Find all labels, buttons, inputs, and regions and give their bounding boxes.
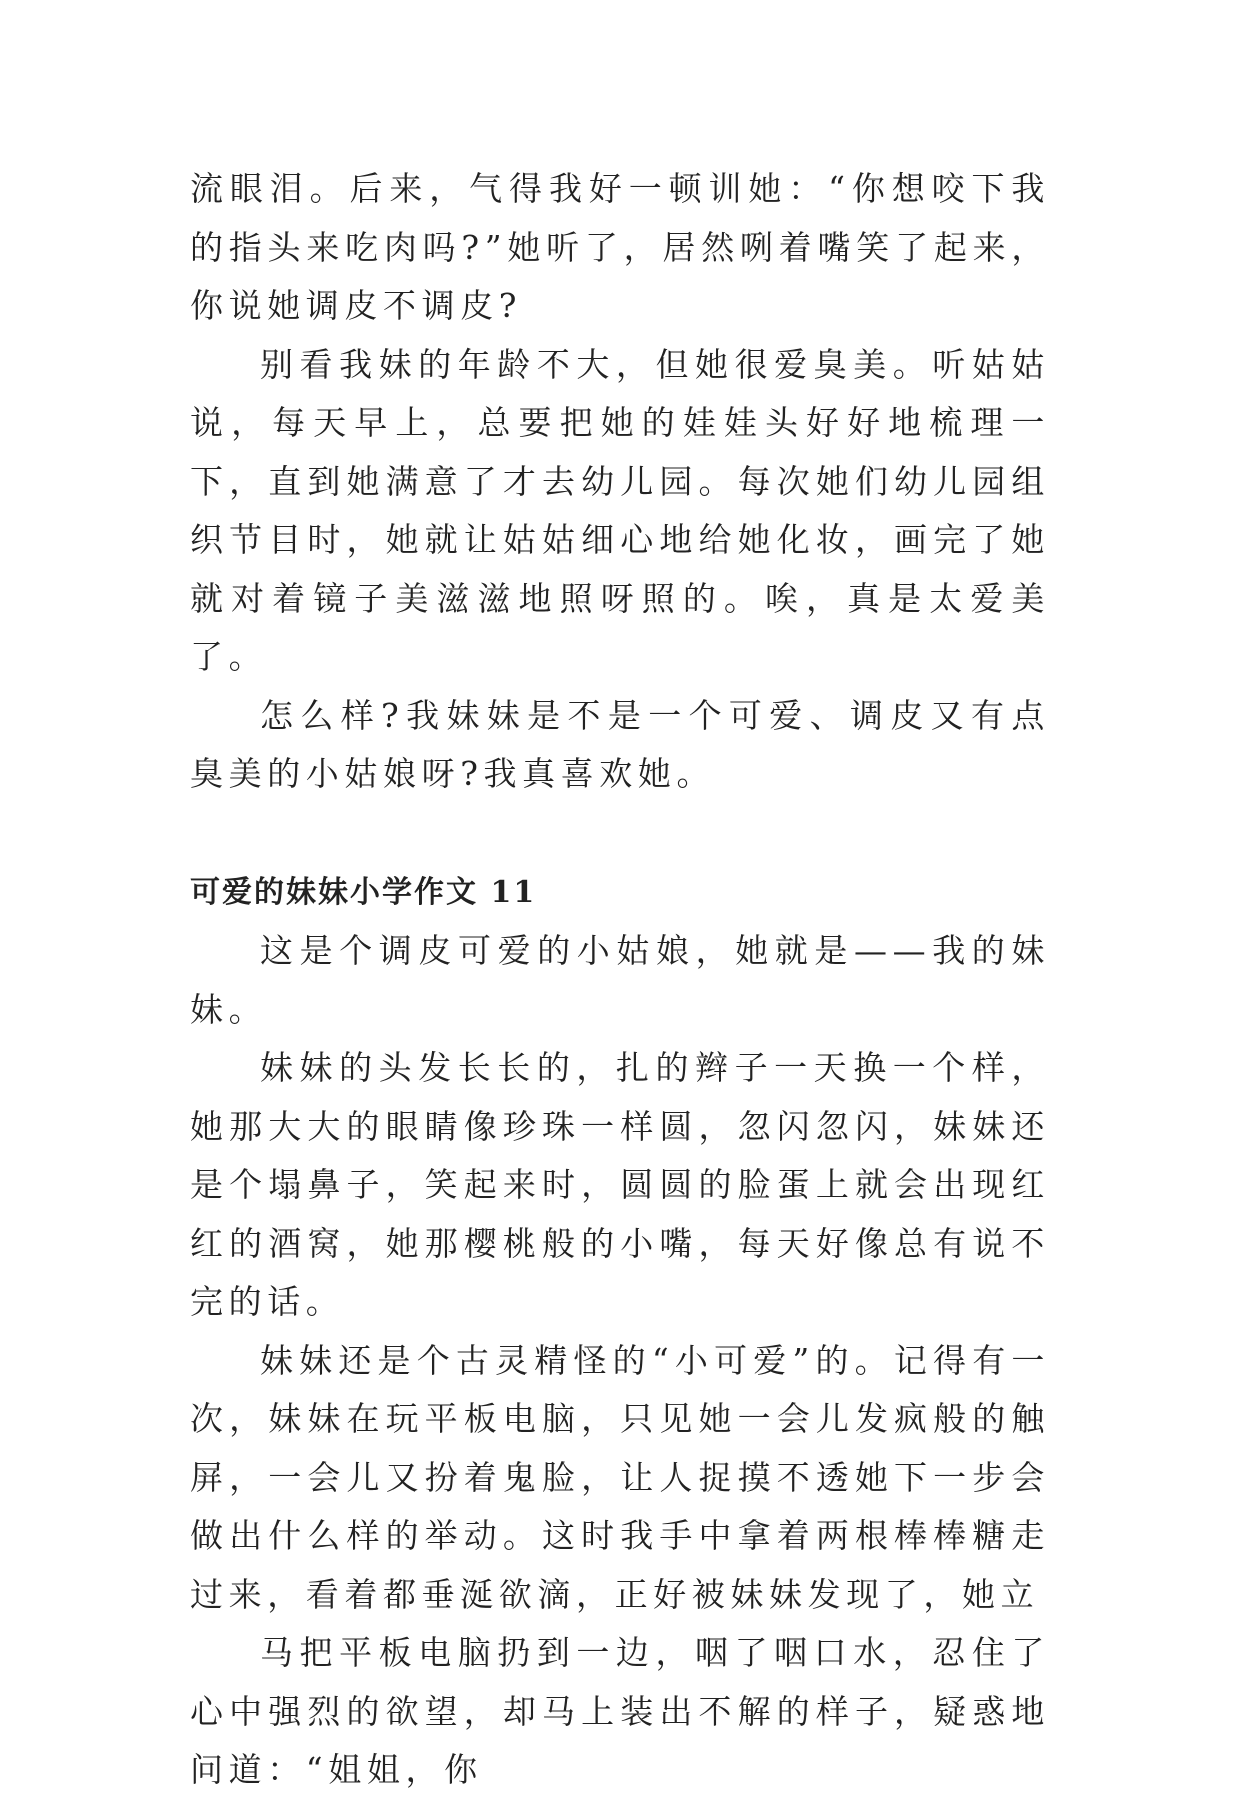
paragraph-conclusion: 怎么样?我妹妹是不是一个可爱、调皮又有点臭美的小姑娘呀?我真喜欢她。	[190, 695, 1050, 793]
document-page	[190, 160, 1050, 1800]
paragraph-appearance: 妹妹的头发长长的，扎的辫子一天换一个样，她那大大的眼睛像珍珠一样圆，忽闪忽闪，妹妹还是个塌鼻子，笑起来时，圆圆的脸蛋上就会出现红红的酒窝，她那樱桃般的小嘴，每天好像总有说不完的话。	[190, 1048, 1050, 1321]
paragraph-anecdote-continued: 马把平板电脑扔到一边，咽了咽口水，忍住了心中强烈的欲望，却马上装出不解的样子，疑惑地问道：“姐姐，你	[190, 1633, 1050, 1789]
essay-title: 可爱的妹妹小学作文 11	[190, 874, 537, 910]
paragraph-anecdote: 妹妹还是个古灵精怪的“小可爱”的。记得有一次，妹妹在玩平板电脑，只见她一会儿发疯般的触屏，一会儿又扮着鬼脸，让人捉摸不透她下一步会做出什么样的举动。这时我手中拿着两根棒棒糖走过来，看着都垂涎欲滴，正好被妹妹发现了，她立	[190, 1340, 1050, 1614]
paragraph-continued: 流眼泪。后来，气得我好一顿训她：“你想咬下我的指头来吃肉吗?”她听了，居然咧着嘴笑了起来，你说她调皮不调皮?	[190, 169, 1050, 325]
paragraph-vanity: 别看我妹的年龄不大，但她很爱臭美。听姑姑说，每天早上，总要把她的娃娃头好好地梳理一下，直到她满意了才去幼儿园。每次她们幼儿园组织节目时，她就让姑姑细心地给她化妆，画完了她就对着镜子美滋滋地照呀照的。唉，真是太爱美了。	[190, 344, 1050, 676]
paragraph-intro: 这是个调皮可爱的小姑娘，她就是——我的妹妹。	[190, 931, 1050, 1029]
